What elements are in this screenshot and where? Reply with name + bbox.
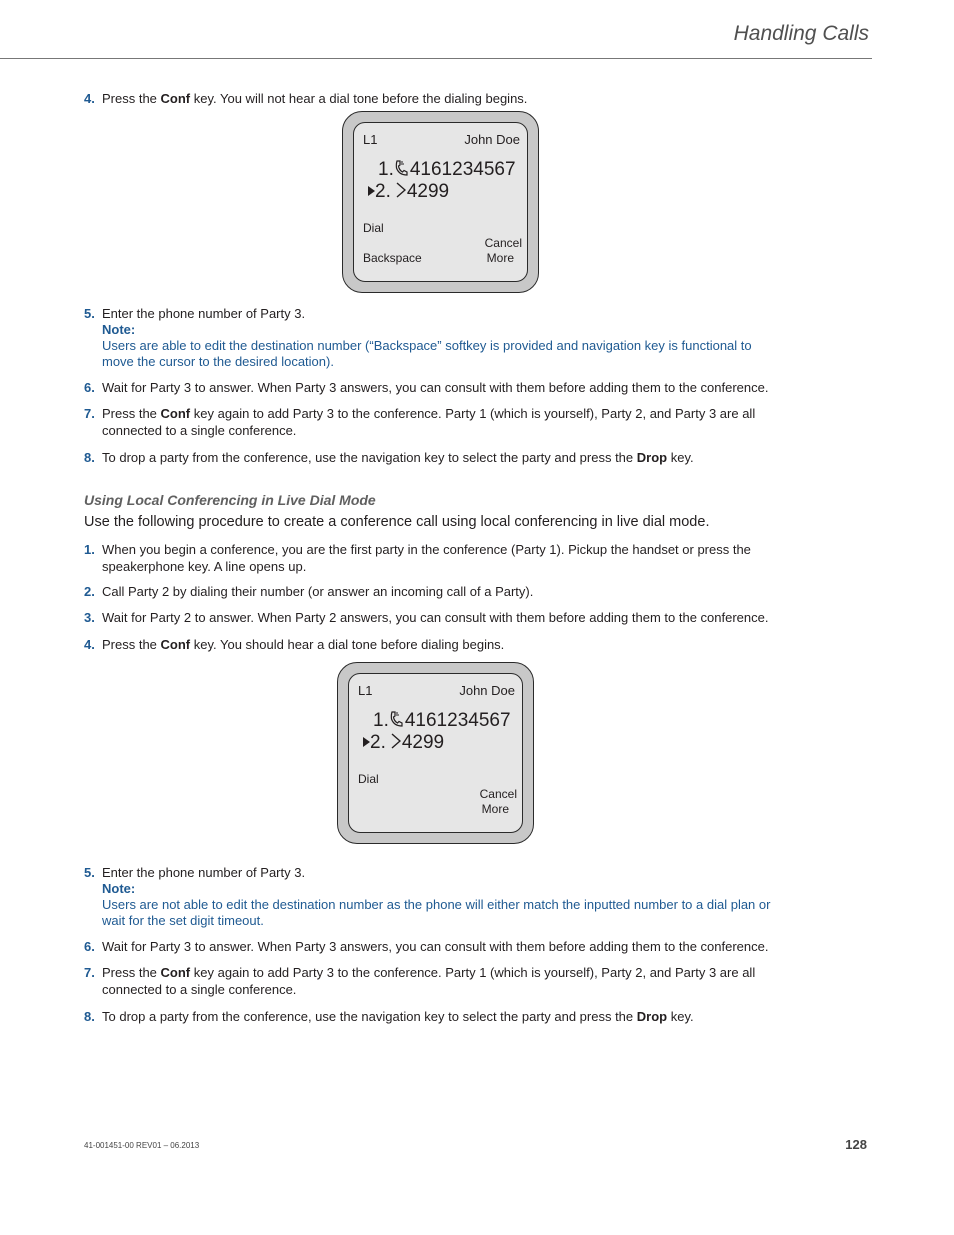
step-1: 1. When you begin a conference, you are the first party in the conference (Party 1). Pickup the handset or press the speakerphone key. A line opens up. <box>84 542 751 574</box>
phone-screen-image <box>342 111 539 293</box>
section-intro: Use the following procedure to create a conference call using local conferencing in live dial mode. <box>84 514 710 530</box>
header-title: Handling Calls <box>733 22 869 45</box>
step-5: 5. Enter the phone number of Party 3. <box>84 306 306 321</box>
line-label: L1 <box>358 683 373 698</box>
phone-screen-image <box>337 662 534 844</box>
step-6: 6. Wait for Party 3 to answer. When Party 3 answers, you can consult with them before adding them to the conference. <box>84 380 769 395</box>
step-7: 7. Press the Conf key again to add Party 3 to the conference. Party 1 (which is yourself), Party 2, and Party 3 are all connected to a single conference. <box>84 406 756 438</box>
note-label: Note: <box>102 322 136 337</box>
step-4: 4. Press the Conf key. You will not hear a dial tone before the dialing begins. <box>84 91 528 106</box>
step-7: 7. Press the Conf key again to add Party 3 to the conference. Party 1 (which is yourself), Party 2, and Party 3 are all connected to a single conference. <box>84 965 756 997</box>
softkey-cancel: Cancel <box>484 236 522 250</box>
note-text: Users are not able to edit the destination number as the phone will either match the inputted number to a dial plan or wait for the set digit timeout. <box>102 897 771 928</box>
arrow-right-icon <box>363 737 370 747</box>
softkey-more: More <box>481 802 509 816</box>
call-entry-2: 2. 4299 <box>368 181 449 203</box>
step-4: 4. Press the Conf key. You should hear a dial tone before dialing begins. <box>84 637 505 652</box>
step-2: 2. Call Party 2 by dialing their number (or answer an incoming call of a Party). <box>84 584 534 599</box>
caller-name: John Doe <box>459 683 515 698</box>
softkey-cancel: Cancel <box>479 787 517 801</box>
step-6: 6. Wait for Party 3 to answer. When Party 3 answers, you can consult with them before adding them to the conference. <box>84 939 769 954</box>
header-divider <box>0 58 872 59</box>
step-8: 8. To drop a party from the conference, use the navigation key to select the party and press the Drop key. <box>84 450 694 465</box>
softkey-dial: Dial <box>358 772 379 786</box>
note-label: Note: <box>102 881 136 896</box>
step-3: 3. Wait for Party 2 to answer. When Party 2 answers, you can consult with them before adding them to the conference. <box>84 610 769 625</box>
call-entry-2: 2. 4299 <box>363 732 444 754</box>
softkey-more: More <box>486 251 514 265</box>
handset-icon <box>395 160 408 176</box>
note-box <box>102 881 782 929</box>
call-entry-1: 1. 4161234567 <box>373 710 511 731</box>
softkey-backspace: Backspace <box>363 251 422 265</box>
step-5: 5. Enter the phone number of Party 3. <box>84 865 306 880</box>
chevron-right-icon <box>391 733 401 749</box>
step-8: 8. To drop a party from the conference, use the navigation key to select the party and press the Drop key. <box>84 1009 694 1024</box>
note-box <box>102 322 782 370</box>
section-subheading: Using Local Conferencing in Live Dial Mode <box>84 492 376 508</box>
page-number: 128 <box>845 1137 867 1152</box>
softkey-dial: Dial <box>363 221 384 235</box>
note-text: Users are able to edit the destination number (“Backspace” softkey is provided and navigation key is functional to move the cursor to the desired location). <box>102 338 752 369</box>
arrow-right-icon <box>368 186 375 196</box>
caller-name: John Doe <box>464 132 520 147</box>
call-entry-1: 1. 4161234567 <box>378 159 516 180</box>
chevron-right-icon <box>396 182 406 198</box>
document-code: 41-001451-00 REV01 – 06.2013 <box>84 1141 200 1150</box>
handset-icon <box>390 711 403 727</box>
line-label: L1 <box>363 132 378 147</box>
